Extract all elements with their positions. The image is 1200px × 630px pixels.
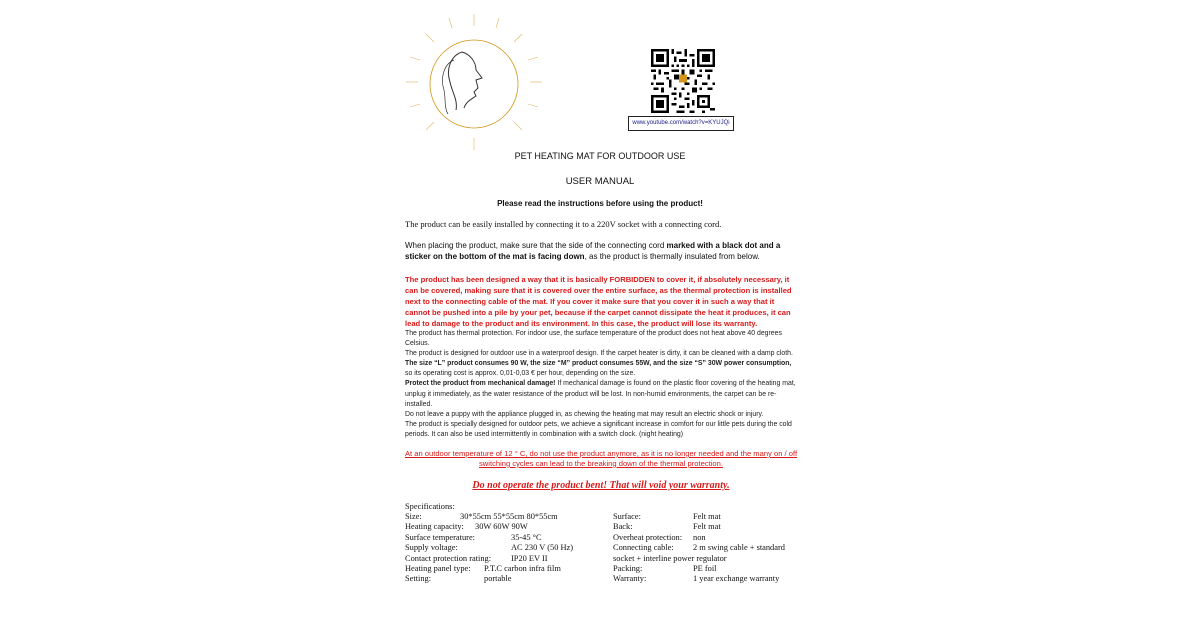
placement-paragraph	[405, 240, 797, 262]
cover-warning-paragraph: The product has been designed a way that it is basically FORBIDDEN to cover it, if absolutely necessary, it can be covered, making sure that it is covered over the entire surface, as the thermal protection is installed next to the connecting cable of the mat. If you cover it make sure that you cover it in such a way that it cannot be pushed into a pile by your pet, because if the carpet cannot dissipate the heat it produces, it can lead to damage to the product and its environment. In this case, the product will lose its warranty.	[405, 275, 792, 328]
spec-value: portable	[484, 574, 512, 584]
spec-row	[405, 564, 610, 574]
spec-row	[405, 512, 610, 522]
spec-label: Back:	[613, 522, 633, 532]
manual-title: USER MANUAL	[565, 176, 635, 187]
product-title: PET HEATING MAT FOR OUTDOOR USE	[514, 151, 686, 161]
spec-label: Supply voltage:	[405, 543, 458, 553]
mechanical-damage-text	[405, 379, 797, 409]
spec-value: 2 m swing cable + standard	[693, 543, 785, 553]
spec-row	[613, 564, 803, 574]
thermal-protection-text: The product has thermal protection. For indoor use, the surface temperature of the product does not heat above 40 degrees Celsius.	[405, 330, 782, 348]
spec-value: 30W 60W 90W	[475, 522, 528, 532]
spec-label: Setting:	[405, 574, 432, 584]
spec-label: socket + interline power regulator	[613, 553, 727, 563]
install-paragraph: The product can be easily installed by connecting it to a 220V socket with a connecting cord.	[405, 219, 722, 229]
temperature-warning: At an outdoor temperature of 12 ° C, do not use the product anymore, as it is no longer needed and the many on / off switching cycles can lead to the breaking down of the thermal protection.	[404, 449, 798, 468]
mechanical-damage-rest: If mechanical damage is found on the plastic floor covering of the heating mat, unplug it immediately, as the water resistance of the product will be lost. In non-humid environments, the carpet can be re-installed.	[405, 380, 796, 408]
power-consumption-bold: The size “L” product consumes 90 W, the size “M” product consumes 55W, and the size “S” 30W power consumption,	[405, 360, 792, 368]
spec-label: Connecting cable:	[613, 543, 674, 553]
specs-right-column	[613, 512, 803, 585]
spec-value: PE foil	[693, 563, 717, 573]
spec-row	[613, 522, 803, 532]
spec-value: 35-45 °C	[511, 532, 542, 542]
spec-value: Felt mat	[693, 522, 721, 532]
spec-label: Surface temperature:	[405, 532, 475, 542]
brand-logo	[404, 12, 544, 152]
spec-label: Surface:	[613, 512, 641, 521]
spec-label: Contact protection rating:	[405, 553, 492, 563]
spec-value: 30*55cm 55*55cm 80*55cm	[460, 512, 558, 521]
placement-text-bold: marked with a black dot and a sticker on the bottom of the mat is facing down	[405, 241, 781, 261]
spec-row	[613, 533, 803, 543]
spec-row	[613, 512, 803, 522]
spec-label: Heating panel type:	[405, 563, 471, 573]
operating-cost-text: so its operating cost is approx. 0,01-0,03 € per hour, depending on the size.	[405, 370, 636, 378]
spec-row	[613, 554, 803, 564]
spec-value: non	[693, 532, 706, 542]
spec-row	[405, 522, 610, 532]
spec-label: Size:	[405, 512, 422, 521]
specs-left-column	[405, 512, 610, 585]
spec-value: IP20 EV II	[511, 553, 548, 563]
spec-label: Packing:	[613, 563, 643, 573]
spec-row	[613, 574, 803, 584]
placement-text-a: When placing the product, make sure that the side of the connecting cord	[405, 241, 667, 250]
spec-row	[405, 543, 610, 553]
spec-value: AC 230 V (50 Hz)	[511, 543, 574, 553]
specs-heading: Specifications:	[405, 502, 455, 511]
video-url-link[interactable]: www.youtube.com/watch?v=KYUJQi	[628, 116, 734, 131]
specifications	[405, 502, 805, 584]
qr-code[interactable]	[651, 49, 715, 113]
spec-label: Heating capacity:	[405, 522, 464, 532]
spec-row	[405, 533, 610, 543]
puppy-warning-text: Do not leave a puppy with the appliance plugged in, as chewing the heating mat may result an electric shock or injury.	[405, 410, 764, 418]
spec-label: Warranty:	[613, 574, 647, 584]
spec-label: Overheat protection:	[613, 532, 683, 542]
outdoor-pets-text: The product is specially designed for outdoor pets, we achieve a significant increase in comfort for our little pets during the cold periods. It can also be used intermittently in combination with a switch clock. (night heating)	[405, 420, 792, 438]
spec-row	[405, 554, 610, 564]
outdoor-use-text	[405, 349, 797, 379]
spec-value: P.T.C carbon infra film	[484, 563, 561, 573]
bent-warning: Do not operate the product bent! That will void your warranty.	[472, 480, 730, 491]
spec-value: Felt mat	[693, 512, 721, 521]
spec-row	[405, 574, 610, 584]
spec-row	[613, 543, 803, 553]
mechanical-damage-bold: Protect the product from mechanical damage!	[405, 380, 556, 388]
placement-text-c: , as the product is thermally insulated from below.	[584, 252, 760, 261]
read-instructions-note: Please read the instructions before using the product!	[497, 199, 703, 208]
outdoor-use-a: The product is designed for outdoor use in a waterproof design. If the carpet heater is dirty, it can be cleaned with a damp cloth.	[405, 350, 793, 358]
spec-value: 1 year exchange warranty	[693, 574, 780, 584]
body-paragraphs	[405, 329, 797, 440]
